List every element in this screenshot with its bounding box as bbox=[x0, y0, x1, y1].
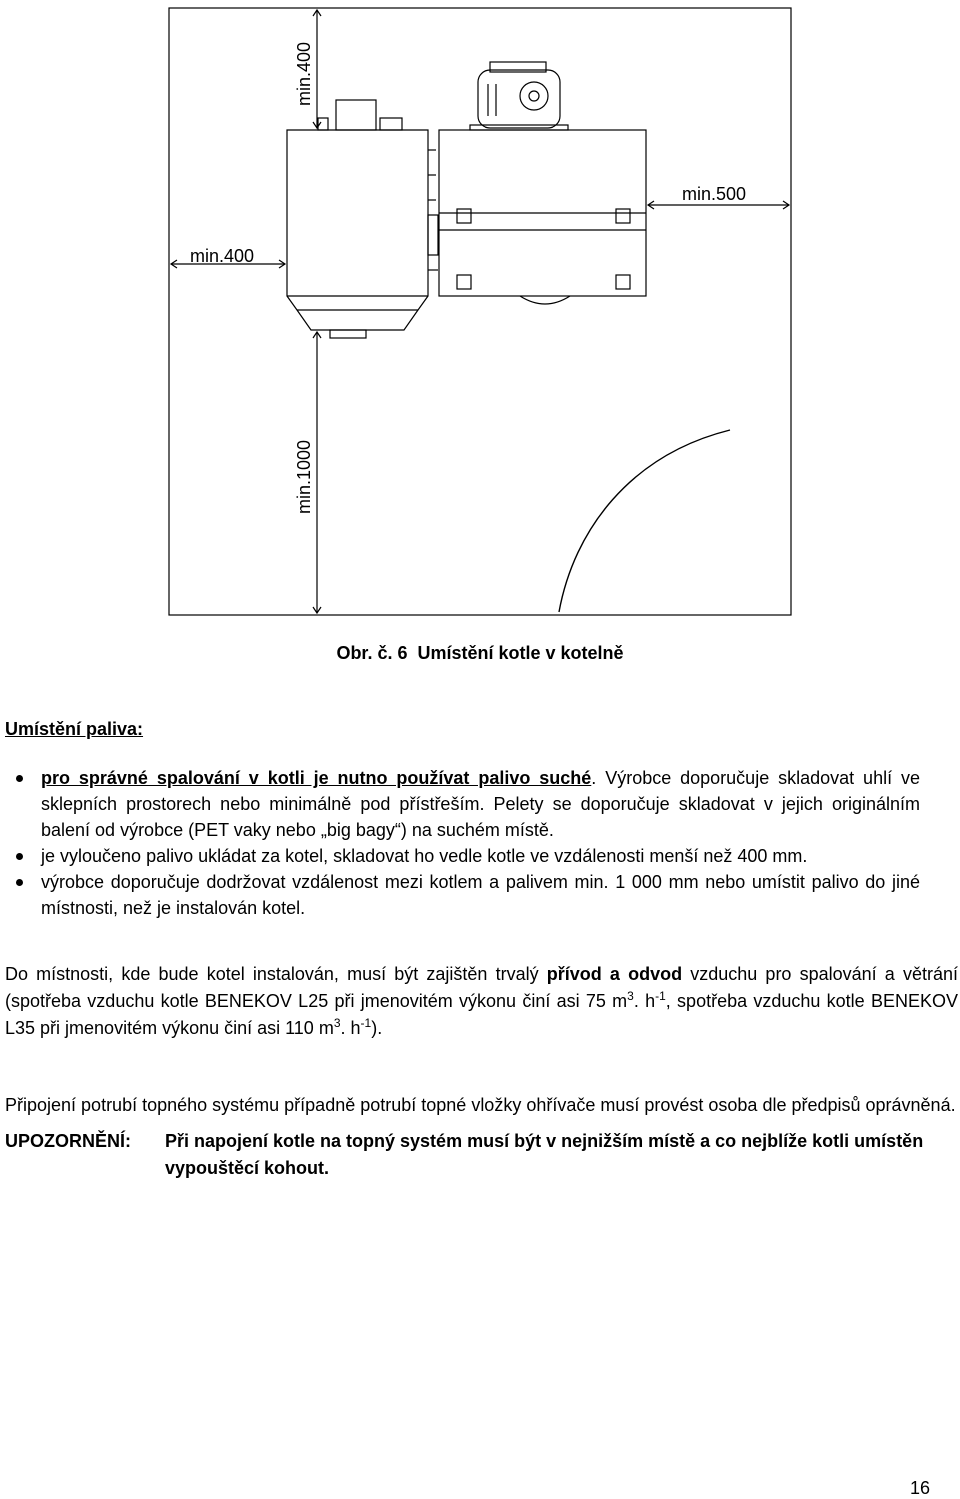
warning-text: Při napojení kotle na topný systém musí být v nejnižším místě a co nejblíže kotli umístěn vypouštěcí kohout. bbox=[165, 1131, 924, 1178]
figure-caption-text: Umístění kotle v kotelně bbox=[417, 643, 624, 663]
door-swing-arc bbox=[559, 430, 730, 612]
boiler-placement-drawing bbox=[0, 0, 960, 620]
section-heading: Umístění paliva: bbox=[5, 719, 144, 739]
paragraph-text: . h bbox=[340, 1018, 361, 1038]
list-item-text: výrobce doporučuje dodržovat vzdálenost mezi kotlem a palivem min. 1 000 mm nebo umístit palivo do jiné místnosti, než je instalován kotel. bbox=[41, 872, 920, 918]
bullet-icon bbox=[16, 879, 23, 886]
paragraph-text: , spotřeba vzduchu kotle BENEKOV L35 při jmenovitém výkonu činí asi 110 m bbox=[5, 991, 958, 1038]
list-item bbox=[0, 843, 920, 869]
flue-outlet bbox=[336, 100, 376, 130]
list-item-text: . Výrobce doporučuje skladovat uhlí ve sklepních prostorech nebo minimálně pod přístřeším. Pelety se doporučuje skladovat v jejich originálním balení od výrobce (PET vaky nebo „big bagy“) na suchém místě. bbox=[41, 768, 920, 840]
dimension-left: min.400 bbox=[190, 246, 255, 266]
room-outline bbox=[169, 8, 791, 615]
list-item-text: je vyloučeno palivo ukládat za kotel, skladovat ho vedle kotle ve vzdálenosti menší než 400 mm. bbox=[41, 846, 808, 866]
bullet-icon bbox=[16, 853, 23, 860]
list-item bbox=[0, 765, 920, 843]
warning-label: UPOZORNĚNÍ: bbox=[5, 1131, 131, 1151]
superscript: 3 bbox=[333, 1016, 341, 1030]
paragraph-text: vzduchu pro spalování a větrání (spotřeba vzduchu kotle BENEKOV L25 při jmenovitém výkonu činí asi 75 m bbox=[5, 964, 958, 1011]
bullet-icon bbox=[16, 775, 23, 782]
paragraph-emphasis: přívod a odvod bbox=[546, 964, 683, 984]
piping-paragraph: Připojení potrubí topného systému případně potrubí topné vložky ohřívače musí provést osoba dle předpisů oprávněná. bbox=[5, 1095, 956, 1115]
fuel-placement-list bbox=[0, 765, 920, 921]
boiler-body bbox=[287, 130, 428, 330]
page-number: 16 bbox=[910, 1478, 931, 1498]
air-supply-paragraph bbox=[5, 961, 958, 1042]
paragraph-text: ). bbox=[371, 1018, 383, 1038]
superscript: -1 bbox=[360, 1016, 372, 1030]
superscript: -1 bbox=[655, 989, 666, 1003]
dimension-top: min.400 bbox=[294, 41, 314, 106]
paragraph-text: Do místnosti, kde bude kotel instalován, musí být zajištěn trvalý bbox=[5, 964, 547, 984]
list-item bbox=[0, 869, 920, 921]
figure-caption bbox=[0, 643, 960, 664]
dimension-right: min.500 bbox=[682, 184, 747, 204]
figure-caption-number: Obr. č. 6 bbox=[336, 643, 408, 663]
list-item-emphasis: pro správné spalování v kotli je nutno používat palivo suché bbox=[41, 768, 592, 788]
superscript: 3 bbox=[627, 989, 634, 1003]
paragraph-text: . h bbox=[633, 991, 656, 1011]
dimension-bottom: min.1000 bbox=[294, 439, 314, 514]
